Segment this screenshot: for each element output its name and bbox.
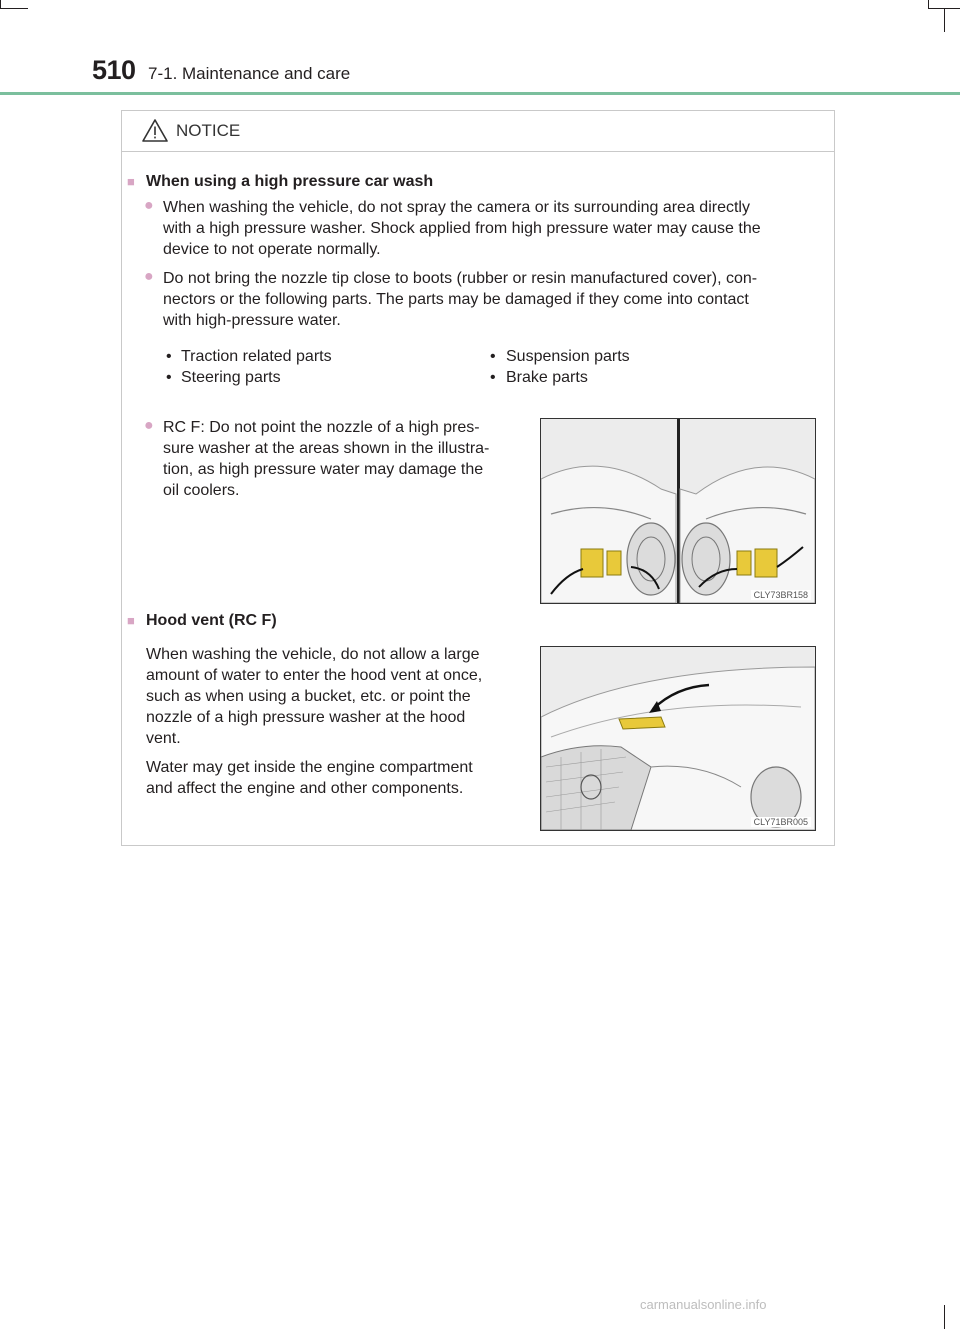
section-heading: Hood vent (RC F): [146, 612, 277, 629]
paragraph-line: vent.: [146, 730, 181, 747]
crop-mark: [0, 8, 28, 9]
square-bullet-icon: ■: [127, 613, 135, 628]
round-bullet-icon: ●: [144, 197, 154, 214]
header-rule: [0, 92, 960, 95]
bullet-text-line: sure washer at the areas shown in the illustra-: [163, 440, 490, 457]
figure-code: CLY73BR158: [751, 590, 811, 600]
part-item: Suspension parts: [506, 348, 630, 365]
paragraph-line: such as when using a bucket, etc. or point the: [146, 688, 471, 705]
part-item: Brake parts: [506, 369, 588, 386]
section-title: 7-1. Maintenance and care: [148, 64, 351, 83]
list-dot: •: [166, 348, 172, 365]
section-heading: When using a high pressure car wash: [146, 173, 434, 190]
bullet-text-line: When washing the vehicle, do not spray the camera or its surrounding area directly: [163, 199, 750, 216]
car-hood-drawing: [541, 647, 815, 830]
paragraph-line: Water may get inside the engine compartment: [146, 759, 473, 776]
list-dot: •: [490, 369, 496, 386]
hood-vent-illustration: [540, 646, 816, 831]
bullet-text-line: oil coolers.: [163, 482, 240, 499]
crop-mark: [944, 8, 945, 32]
watermark: carmanualsonline.info: [640, 1297, 767, 1312]
crop-mark: [928, 0, 929, 8]
round-bullet-icon: ●: [144, 268, 154, 285]
bullet-text-line: with high-pressure water.: [163, 312, 341, 329]
notice-title: NOTICE: [176, 121, 241, 140]
bullet-text-line: nectors or the following parts. The parts may be damaged if they come into contact: [163, 291, 749, 308]
square-bullet-icon: ■: [127, 174, 135, 189]
bullet-text-line: with a high pressure washer. Shock applied from high pressure water may cause the: [163, 220, 761, 237]
paragraph-line: nozzle of a high pressure washer at the hood: [146, 709, 466, 726]
page-number: 510: [92, 55, 136, 85]
paragraph-line: When washing the vehicle, do not allow a large: [146, 646, 480, 663]
bullet-text-line: RC F: Do not point the nozzle of a high pres-: [163, 419, 480, 436]
warning-triangle-icon: [142, 119, 168, 142]
paragraph-line: and affect the engine and other components.: [146, 780, 464, 797]
crop-mark: [0, 0, 1, 8]
figure-code: CLY71BR005: [751, 817, 811, 827]
part-item: Traction related parts: [181, 348, 332, 365]
bullet-text-line: device to not operate normally.: [163, 241, 381, 258]
round-bullet-icon: ●: [144, 417, 154, 434]
list-dot: •: [166, 369, 172, 386]
bullet-text-line: Do not bring the nozzle tip close to boots (rubber or resin manufactured cover), con-: [163, 270, 758, 287]
notice-box: [121, 110, 835, 846]
list-dot: •: [490, 348, 496, 365]
bullet-text-line: tion, as high pressure water may damage the: [163, 461, 484, 478]
notice-header: [122, 111, 834, 152]
crop-mark: [944, 1305, 945, 1329]
car-front-drawing: [541, 419, 815, 603]
part-item: Steering parts: [181, 369, 281, 386]
paragraph-line: amount of water to enter the hood vent at once,: [146, 667, 483, 684]
oil-cooler-illustration: [540, 418, 816, 604]
